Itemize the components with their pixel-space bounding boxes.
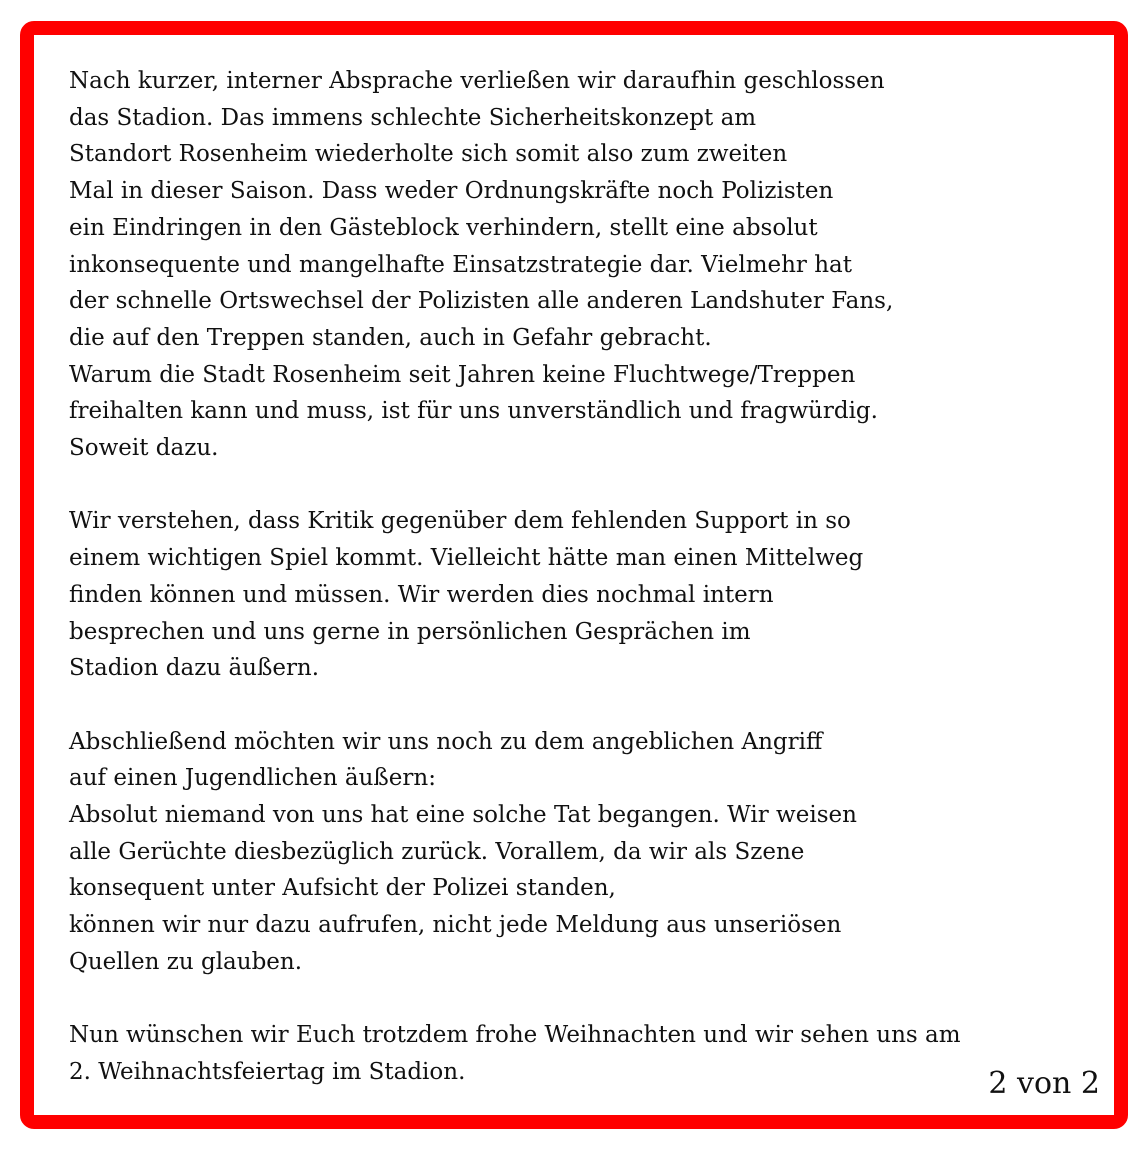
paragraph-1-line-6: inkonsequente und mangelhafte Einsatzstrategie dar. Vielmehr hat — [69, 251, 852, 278]
paragraph-1-line-1: Nach kurzer, interner Absprache verließen wir daraufhin geschlossen — [69, 68, 885, 94]
paragraph-gap — [69, 981, 961, 1018]
paragraph-1-line-2: das Stadion. Das immens schlechte Sicherheitskonzept am — [69, 104, 757, 131]
page-number: 2 von 2 — [988, 1066, 1100, 1101]
paragraph-4-line-2: 2. Weihnachtsfeiertag im Stadion. — [69, 1058, 466, 1085]
paragraph-2-line-3: finden können und müssen. Wir werden dies nochmal intern — [69, 581, 774, 608]
paragraph-3-line-1: Abschließend möchten wir uns noch zu dem angeblichen Angriff — [69, 728, 823, 755]
paragraph-2-line-4: besprechen und uns gerne in persönlichen Gesprächen im — [69, 618, 751, 645]
paragraph-2-line-2: einem wichtigen Spiel kommt. Vielleicht hätte man einen Mittelweg — [69, 545, 864, 572]
paragraph-1-line-4: Mal in dieser Saison. Dass weder Ordnungskräfte noch Polizisten — [69, 178, 834, 205]
paragraph-gap — [69, 687, 961, 724]
paragraph-2-line-1: Wir verstehen, dass Kritik gegenüber dem fehlenden Support in so — [69, 508, 851, 535]
paragraph-1-line-10: freihalten kann und muss, ist für uns unverständlich und fragwürdig. — [69, 398, 878, 425]
paragraph-1-line-8: die auf den Treppen standen, auch in Gefahr gebracht. — [69, 324, 712, 351]
paragraph-1-line-9: Warum die Stadt Rosenheim seit Jahren keine Fluchtwege/Treppen — [69, 361, 856, 388]
paragraph-3-line-6: können wir nur dazu aufrufen, nicht jede Meldung aus unseriösen — [69, 912, 842, 939]
paragraph-3-line-4: alle Gerüchte diesbezüglich zurück. Vorallem, da wir als Szene — [69, 838, 805, 865]
statement-text — [69, 63, 961, 1091]
paragraph-3-line-2: auf einen Jugendlichen äußern: — [69, 765, 436, 792]
paragraph-3-line-5: konsequent unter Aufsicht der Polizei standen, — [69, 875, 616, 902]
paragraph-4-line-1: Nun wünschen wir Euch trotzdem frohe Weihnachten und wir sehen uns am — [69, 1022, 961, 1049]
paragraph-1-line-11: Soweit dazu. — [69, 435, 219, 462]
paragraph-2-line-5: Stadion dazu äußern. — [69, 655, 320, 682]
paragraph-1-line-5: ein Eindringen in den Gästeblock verhindern, stellt eine absolut — [69, 214, 818, 241]
paragraph-1-line-7: der schnelle Ortswechsel der Polizisten alle anderen Landshuter Fans, — [69, 288, 894, 315]
paragraph-3-line-7: Quellen zu glauben. — [69, 948, 303, 975]
paragraph-3-line-3: Absolut niemand von uns hat eine solche Tat begangen. Wir weisen — [69, 802, 857, 829]
paragraph-gap — [69, 467, 961, 504]
paragraph-1-line-3: Standort Rosenheim wiederholte sich somit also zum zweiten — [69, 141, 788, 168]
